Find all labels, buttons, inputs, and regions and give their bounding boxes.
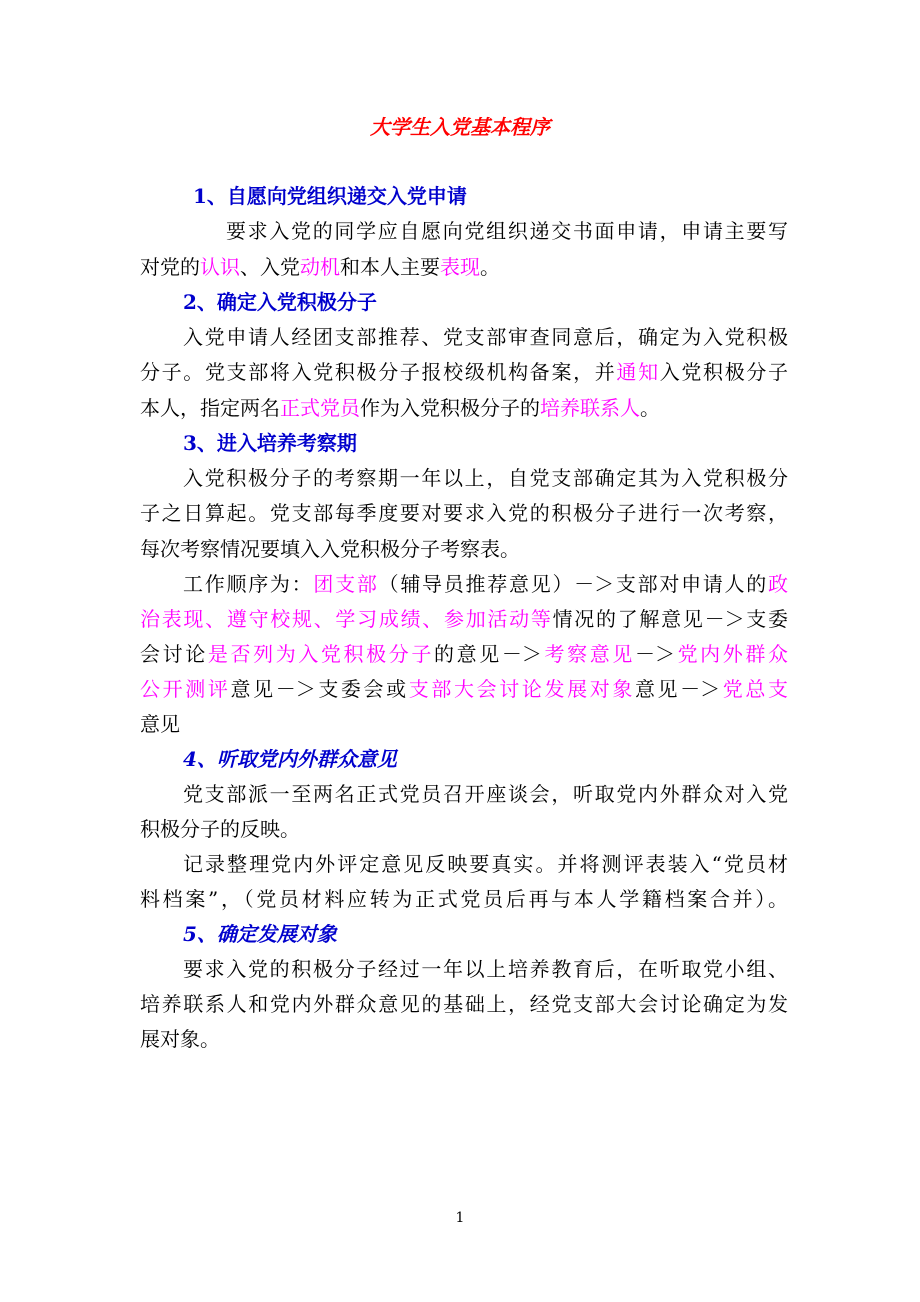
section-3-heading: 3、进入培养考察期 xyxy=(183,431,357,455)
highlight-text: 党内外群众 xyxy=(674,642,789,666)
section-1-line-2 xyxy=(140,252,788,282)
section-2-line-3 xyxy=(140,393,788,423)
highlight-text: 动机 xyxy=(300,255,340,279)
text: 工作顺序为： xyxy=(183,572,314,596)
section-3-line-3: 每次考察情况要填入入党积极分子考察表。 xyxy=(140,537,520,561)
text: 、入党 xyxy=(240,255,300,279)
highlight-text: 政 xyxy=(768,572,789,596)
highlight-text: 团支部 xyxy=(313,572,379,596)
section-2-heading: 2、确定入党积极分子 xyxy=(183,290,377,314)
section-4-line-2: 积极分子的反映。 xyxy=(140,817,300,841)
section-3-line-7 xyxy=(140,674,788,704)
section-4-heading: 4、听取党内外群众意见 xyxy=(183,747,397,771)
highlight-text: 党总支 xyxy=(720,677,789,701)
section-2-line-1: 入党申请人经团支部推荐、党支部审查同意后，确定为入党积极 xyxy=(183,325,788,349)
text: 对党的 xyxy=(140,255,200,279)
text: 会讨论 xyxy=(140,642,208,666)
section-1-line-1: 要求入党的同学应自愿向党组织递交书面申请，申请主要写 xyxy=(226,219,788,243)
text: 本人，指定两名 xyxy=(140,396,280,420)
section-2-line-2 xyxy=(140,357,788,387)
section-4-line-1: 党支部派一至两名正式党员召开座谈会，听取党内外群众对入党 xyxy=(183,782,788,806)
highlight-text: 培养联系人 xyxy=(540,396,640,420)
highlight-text: 认识 xyxy=(200,255,240,279)
highlight-text: 正式党员 xyxy=(280,396,360,420)
section-3-line-6 xyxy=(140,639,788,669)
section-3-line-4 xyxy=(183,569,788,599)
page-number: 1 xyxy=(455,1210,465,1226)
text: －＞ xyxy=(634,642,675,666)
text: 的意见－＞ xyxy=(434,642,542,666)
text: 情况的了解意见－＞支委 xyxy=(552,607,789,631)
section-3-line-2: 子之日算起。党支部每季度要对要求入党的积极分子进行一次考察， xyxy=(140,501,788,525)
highlight-text: 支部大会讨论发展对象 xyxy=(408,677,635,701)
highlight-text: 通知 xyxy=(616,360,660,384)
text: 入党积极分子 xyxy=(659,360,789,384)
text: 意见－＞支委会或 xyxy=(230,677,409,701)
section-1-heading: 1、自愿向党组织递交入党申请 xyxy=(193,184,467,208)
text: 。 xyxy=(640,396,660,420)
section-3-line-5 xyxy=(140,604,788,634)
text: 作为入党积极分子的 xyxy=(360,396,540,420)
section-5-line-2: 培养联系人和党内外群众意见的基础上，经党支部大会讨论确定为发 xyxy=(140,992,788,1016)
highlight-text: 考察意见 xyxy=(541,642,635,666)
section-3-line-1: 入党积极分子的考察期一年以上，自党支部确定其为入党积极分 xyxy=(183,466,788,490)
section-4-line-4: 料档案”，（党员材料应转为正式党员后再与本人学籍档案合并）。 xyxy=(140,887,788,911)
section-5-heading: 5、确定发展对象 xyxy=(183,922,337,946)
highlight-text: 是否列为入党积极分子 xyxy=(207,642,435,666)
document-title: 大学生入党基本程序 xyxy=(370,115,550,139)
section-4-line-3: 记录整理党内外评定意见反映要真实。并将测评表装入“党员材 xyxy=(183,852,788,876)
text: 意见－＞ xyxy=(634,677,721,701)
highlight-text: 公开测评 xyxy=(140,677,231,701)
section-5-line-3: 展对象。 xyxy=(140,1027,220,1051)
section-3-line-8: 意见 xyxy=(140,712,180,736)
highlight-text: 表现 xyxy=(440,255,480,279)
text: 分子。党支部将入党积极分子报校级机构备案，并 xyxy=(140,360,617,384)
text: 和本人主要 xyxy=(340,255,440,279)
text: 。 xyxy=(480,255,500,279)
text: （辅导员推荐意见）－＞支部对申请人的 xyxy=(378,572,769,596)
section-5-line-1: 要求入党的积极分子经过一年以上培养教育后，在听取党小组、 xyxy=(183,957,788,981)
highlight-text: 治表现、遵守校规、学习成绩、参加活动等 xyxy=(140,607,553,631)
